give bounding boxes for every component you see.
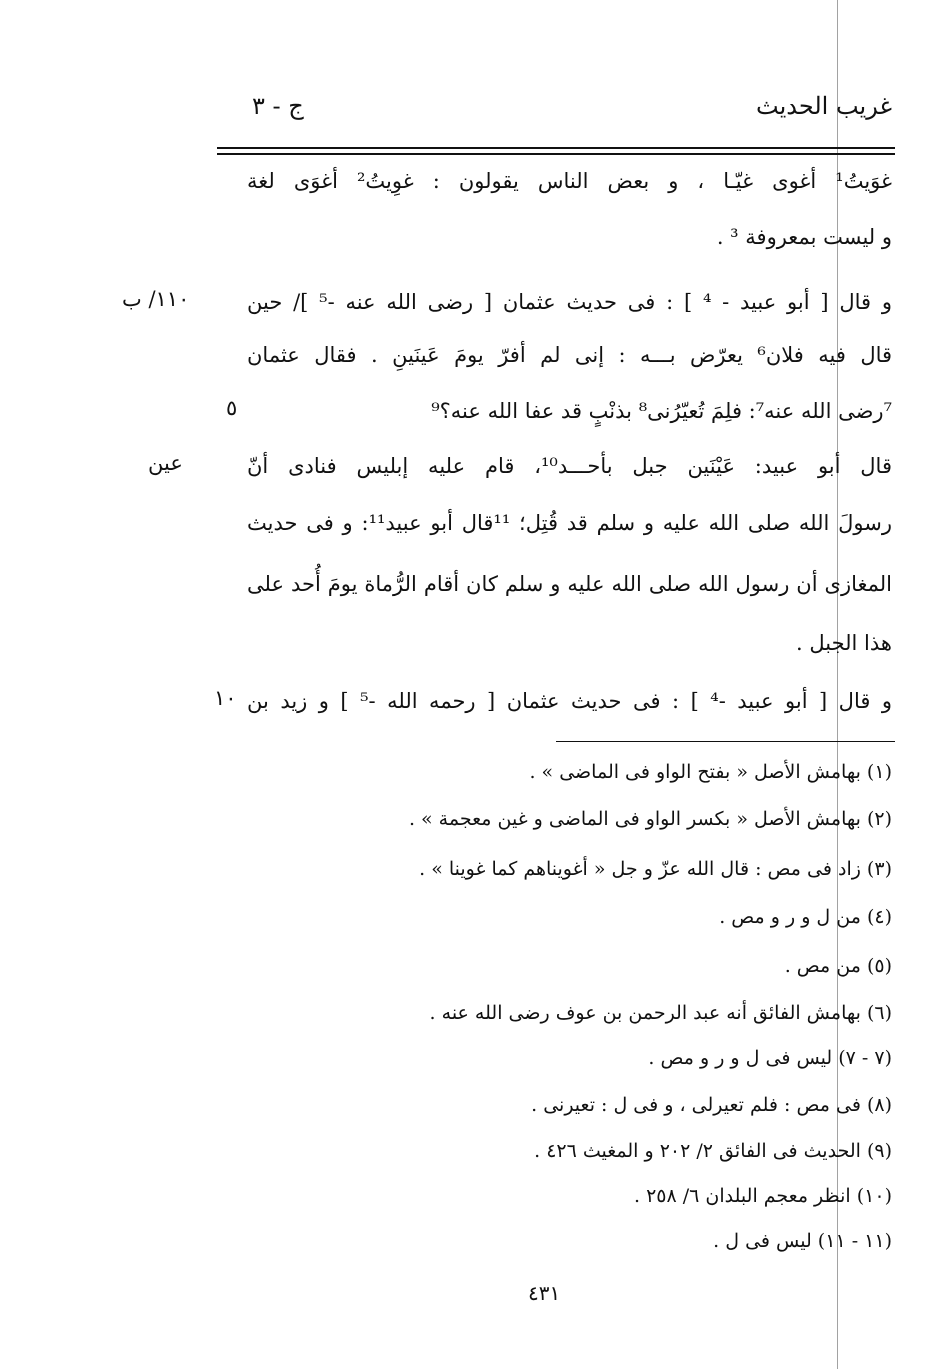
body-line: غوَيتُ¹ أغوى غيّـا ، و بعض الناس يقولون : غوِيتُ² أغوَى لغة [247, 169, 892, 193]
footnote: (١) بهامش الأصل « بفتح الواو فى الماضى » . [529, 761, 892, 783]
volume-label: ج - ٣ [252, 92, 304, 120]
body-line: و قال [ أبو عبيد -⁴ ] : فى حديث عثمان [ رحمه الله -⁵ ] و زيد بن [247, 689, 893, 713]
footnote: (٧ - ٧) ليس فى ل و ر و مص . [648, 1047, 892, 1069]
footnote: (٤) من ل و ر و مص . [719, 906, 892, 928]
body-line: ⁷رضى الله عنه⁷: فلِمَ تُعيّرُنى⁸ بذنْبٍ قد عفا الله عنه؟⁹ [431, 399, 892, 423]
footnote-separator [556, 741, 895, 742]
folio-marker: ١١٠/ ب [122, 287, 190, 311]
body-line: و قال [ أبو عبيد - ⁴ ] : فى حديث عثمان [ رضى الله عنه -⁵ ]/ حين [247, 290, 892, 314]
body-line: هذا الجبل . [796, 631, 892, 655]
footnote: (٢) بهامش الأصل « بكسر الواو فى الماضى و غين معجمة » . [408, 808, 892, 830]
footnote: (٦) بهامش الفائق أنه عبد الرحمن بن عوف رضى الله عنه . [429, 1002, 892, 1024]
line-number-5: ٥ [226, 396, 238, 420]
line-number-10: ١٠ [214, 686, 237, 710]
footnote: (٥) من مص . [784, 955, 892, 977]
page-number: ٤٣١ [528, 1281, 561, 1305]
header-rule-top [217, 147, 895, 149]
footnote: (٨) فى مص : فلم تعيرلى ، و فى ل : تعيرنى . [531, 1094, 892, 1116]
footnote: (١٠) انظر معجم البلدان ٦/ ٢٥٨ . [634, 1185, 892, 1207]
header-rule-bottom [217, 153, 895, 155]
body-line: رسولَ الله صلى الله عليه و سلم قد قُتِل؛ ¹¹قال أبو عبيد¹¹: و فى حديث [247, 511, 892, 535]
footnote: (٣) زاد فى مص : قال الله عزّ و جل « أغويناهم كما غوينا » . [419, 858, 892, 880]
body-line: و ليست بمعروفة ³ . [716, 225, 892, 249]
body-line: قال أبو عبيد: عَيْنَين جبل بأحـــد¹⁰، قام عليه إبليس فنادى أنّ [247, 454, 892, 478]
footnote: (٩) الحديث فى الفائق ٢/ ٢٠٢ و المغيث ٤٢٦ . [534, 1140, 892, 1162]
footnote: (١١ - ١١) ليس فى ل . [713, 1230, 892, 1252]
body-line: المغازى أن رسول الله صلى الله عليه و سلم كان أقام الرُّماة يومَ أُحد على [247, 572, 892, 596]
running-title: غريب الحديث [756, 92, 892, 120]
body-line: قال فيه فلان⁶ يعرّض بـــه : إنى لم أفرّ يومَ عَينَينِ . فقال عثمان [247, 343, 893, 367]
margin-keyword: عين [148, 451, 183, 475]
